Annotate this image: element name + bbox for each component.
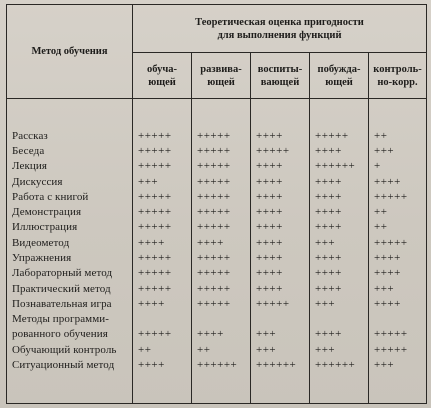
rating-marks: +++++	[138, 282, 172, 295]
rating-marks: +++	[315, 297, 336, 310]
rating-marks: ++++	[374, 252, 401, 264]
method-name: Рассказ	[12, 129, 48, 142]
rating-marks: +++++	[138, 221, 172, 234]
rating-marks: +++++	[374, 343, 408, 356]
rating-marks: +++	[374, 282, 395, 295]
blank-line	[133, 312, 191, 327]
rating-marks: +++++	[197, 267, 231, 280]
marks-column-control	[369, 99, 427, 404]
rating-marks: ++++	[374, 297, 401, 310]
blank-line	[310, 312, 368, 327]
rating-marks: +++++	[315, 129, 349, 142]
rating-marks: ++++	[315, 328, 342, 341]
blank-line	[369, 312, 426, 327]
function-header-0	[133, 53, 192, 99]
function-header-1	[192, 53, 251, 99]
method-name: Иллюстрация	[12, 221, 78, 234]
rating-marks: ++++	[315, 267, 342, 280]
rating-marks: +++++	[197, 144, 231, 157]
rating-marks: ++++++	[315, 359, 356, 372]
rating-marks: ++++	[374, 267, 401, 280]
rating-marks: +++++	[197, 282, 231, 295]
rating-marks: ++++	[256, 252, 283, 264]
rating-marks: ++++	[138, 236, 165, 249]
rating-marks: +++++	[197, 297, 231, 310]
rating-marks: +++++	[197, 221, 231, 234]
method-name: Беседа	[12, 144, 45, 157]
rating-marks: +++++	[197, 160, 231, 173]
rating-marks: +++++	[256, 297, 290, 310]
rating-marks: ++	[374, 129, 388, 142]
method-name: Демонстрация	[12, 206, 82, 219]
function-header-part: вающей	[260, 76, 300, 88]
method-name: Упражнения	[12, 252, 72, 264]
rating-marks: +++++	[138, 190, 172, 203]
rating-marks: ++++	[256, 282, 283, 295]
method-name: Познавательная игра	[12, 297, 112, 310]
function-header-part: побужда-	[317, 63, 361, 75]
rating-marks: +	[374, 160, 381, 173]
rating-marks: +++++	[197, 206, 231, 219]
rating-marks: +++++	[374, 190, 408, 203]
blank-line	[192, 312, 250, 327]
function-header-part: ющей	[325, 76, 353, 88]
rating-marks: +++++	[197, 175, 231, 188]
method-name: Ситуационный метод	[12, 359, 115, 372]
marks-column-developing	[192, 99, 251, 404]
rating-marks: ++++	[315, 206, 342, 219]
header-method: Метод обучения	[7, 5, 133, 99]
rating-marks: ++++	[256, 221, 283, 234]
function-header-4	[369, 53, 427, 99]
rating-marks: +++++	[138, 129, 172, 142]
rating-marks: ++++	[138, 297, 165, 310]
rating-marks: ++++	[315, 144, 342, 157]
rating-marks: +++++	[197, 190, 231, 203]
marks-column-teaching	[133, 99, 192, 404]
rating-marks: +++++	[374, 236, 408, 249]
function-header-part: но-корр.	[377, 76, 418, 88]
rating-marks: ++++	[315, 175, 342, 188]
header-group-line1: Теоретическая оценка пригодности	[195, 16, 364, 28]
function-header-part: воспиты-	[257, 63, 303, 75]
header-group-line2: для выполнения функций	[217, 29, 342, 41]
rating-marks: +++++	[138, 144, 172, 157]
method-name: Практический метод	[12, 282, 111, 295]
rating-marks: +++++	[138, 160, 172, 173]
rating-marks: +++++	[256, 144, 290, 157]
method-name: Дискуссия	[12, 175, 63, 188]
function-header-part: контроль-	[373, 63, 422, 75]
function-header-3	[310, 53, 369, 99]
blank-line	[251, 312, 309, 327]
rating-marks: +++++	[138, 206, 172, 219]
method-name: рованного обучения	[12, 328, 108, 341]
method-name: Работа с книгой	[12, 190, 89, 203]
method-name: Лекция	[12, 160, 48, 173]
rating-marks: ++++	[256, 206, 283, 219]
methods-table	[6, 4, 427, 404]
rating-marks: ++++	[374, 175, 401, 188]
rating-marks: ++	[197, 343, 211, 356]
rating-marks: +++++	[138, 267, 172, 280]
rating-marks: ++++	[197, 328, 224, 341]
rating-marks: ++	[374, 221, 388, 234]
method-name: Лабораторный метод	[12, 267, 113, 280]
rating-marks: +++++	[197, 252, 231, 264]
function-header-part: ющей	[148, 76, 176, 88]
method-name: Видеометод	[12, 236, 70, 249]
marks-column-motivating	[310, 99, 369, 404]
function-header-part: обуча-	[146, 63, 178, 75]
rating-marks: ++++	[256, 129, 283, 142]
rating-marks: ++++	[256, 160, 283, 173]
rating-marks: ++++	[315, 221, 342, 234]
header-group	[133, 5, 427, 53]
rating-marks: ++++	[197, 236, 224, 249]
rating-marks: ++	[138, 343, 152, 356]
rating-marks: ++	[374, 206, 388, 219]
function-header-part: развива-	[200, 63, 242, 75]
rating-marks: ++++++	[315, 160, 356, 173]
rating-marks: +++	[315, 343, 336, 356]
rating-marks: +++	[374, 144, 395, 157]
rating-marks: ++++	[315, 190, 342, 203]
rating-marks: +++	[256, 343, 277, 356]
rating-marks: +++	[374, 359, 395, 372]
rating-marks: +++++	[374, 328, 408, 341]
rating-marks: ++++	[315, 282, 342, 295]
rating-marks: ++++	[256, 236, 283, 249]
function-header-part: ющей	[207, 76, 235, 88]
rating-marks: +++++	[197, 129, 231, 142]
rating-marks: +++	[315, 236, 336, 249]
rating-marks: +++	[256, 328, 277, 341]
marks-column-educating	[251, 99, 310, 404]
rating-marks: ++++	[256, 175, 283, 188]
rating-marks: +++++	[138, 252, 172, 264]
rating-marks: +++	[138, 175, 159, 188]
rating-marks: ++++	[256, 190, 283, 203]
method-name: Методы программи-	[12, 313, 110, 326]
rating-marks: ++++++	[197, 359, 238, 372]
method-names-column	[7, 99, 133, 404]
method-name: Обучающий контроль	[12, 343, 117, 356]
function-header-2	[251, 53, 310, 99]
rating-marks: ++++	[315, 252, 342, 264]
rating-marks: ++++	[256, 267, 283, 280]
rating-marks: ++++	[138, 359, 165, 372]
rating-marks: ++++++	[256, 359, 297, 372]
rating-marks: +++++	[138, 328, 172, 341]
